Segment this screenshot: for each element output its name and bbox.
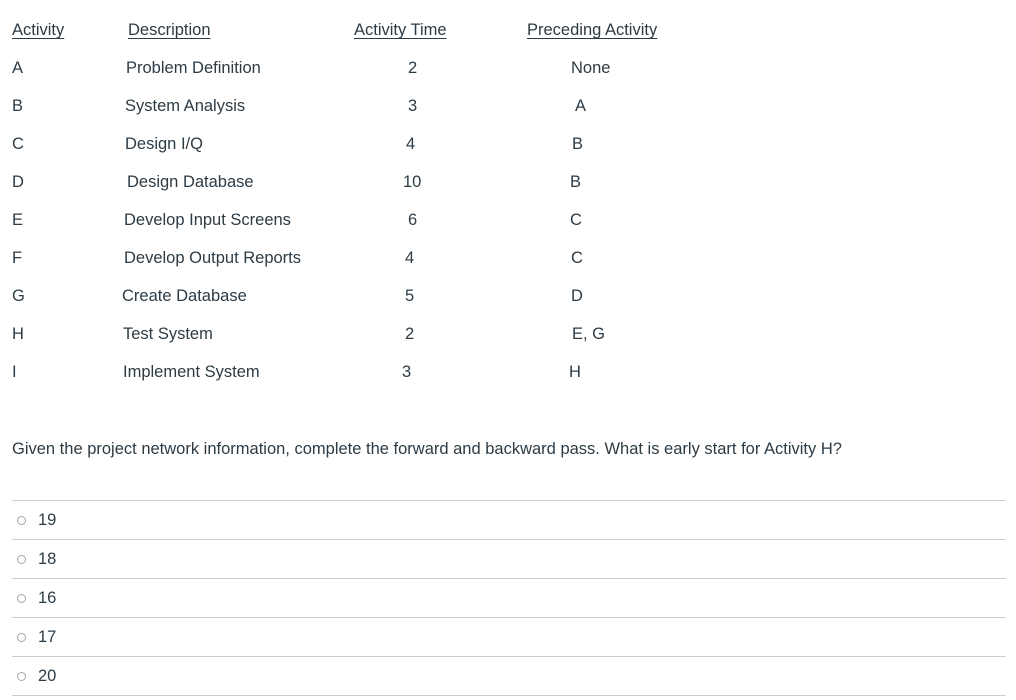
row-e-preceding: C: [570, 211, 582, 229]
question-text: Given the project network information, complete the forward and backward pass. What is early start for Activity H?: [12, 440, 842, 458]
radio-button-icon[interactable]: [17, 594, 26, 603]
answer-label: 20: [38, 666, 57, 685]
row-b-description: System Analysis: [125, 97, 246, 115]
answer-label: 16: [38, 588, 57, 607]
row-c-preceding: B: [572, 135, 584, 153]
row-b-time: 3: [408, 97, 418, 115]
row-g-activity: G: [12, 287, 25, 305]
row-b-activity: B: [12, 97, 24, 115]
row-g-preceding: D: [571, 287, 583, 305]
answer-option[interactable]: [12, 500, 1006, 539]
row-c-activity: C: [12, 135, 24, 153]
row-d-activity: D: [12, 173, 24, 191]
row-d-description: Design Database: [127, 173, 254, 191]
row-f-time: 4: [405, 249, 415, 267]
answer-label: 17: [38, 627, 57, 646]
row-i-time: 3: [402, 363, 412, 381]
header-activity: Activity: [12, 21, 65, 39]
answer-option[interactable]: [12, 539, 1006, 578]
radio-button-icon[interactable]: [17, 516, 26, 525]
row-h-description: Test System: [123, 325, 213, 343]
row-d-preceding: B: [570, 173, 582, 191]
row-f-preceding: C: [571, 249, 583, 267]
radio-button-icon[interactable]: [17, 633, 26, 642]
row-e-time: 6: [408, 211, 418, 229]
row-h-preceding: E, G: [572, 325, 606, 343]
row-f-description: Develop Output Reports: [124, 249, 302, 267]
row-i-description: Implement System: [123, 363, 260, 381]
radio-button-icon[interactable]: [17, 555, 26, 564]
answer-option[interactable]: [12, 617, 1006, 656]
row-d-time: 10: [403, 173, 422, 191]
answer-option[interactable]: [12, 656, 1006, 696]
row-b-preceding: A: [575, 97, 587, 115]
answer-list: [12, 500, 1006, 696]
row-i-activity: I: [12, 363, 17, 381]
row-g-time: 5: [405, 287, 415, 305]
row-a-time: 2: [408, 59, 418, 77]
row-i-preceding: H: [569, 363, 581, 381]
row-f-activity: F: [12, 249, 23, 267]
row-a-preceding: None: [571, 59, 611, 77]
row-e-description: Develop Input Screens: [124, 211, 291, 229]
radio-button-icon[interactable]: [17, 672, 26, 681]
header-preceding-activity: Preceding Activity: [527, 21, 658, 39]
row-a-description: Problem Definition: [126, 59, 261, 77]
row-a-activity: A: [12, 59, 24, 77]
row-h-time: 2: [405, 325, 415, 343]
row-e-activity: E: [12, 211, 24, 229]
row-c-time: 4: [406, 135, 416, 153]
header-description: Description: [128, 21, 211, 39]
answer-option[interactable]: [12, 578, 1006, 617]
row-c-description: Design I/Q: [125, 135, 203, 153]
answer-label: 19: [38, 510, 57, 529]
row-g-description: Create Database: [122, 287, 247, 305]
answer-label: 18: [38, 549, 57, 568]
header-activity-time: Activity Time: [354, 21, 447, 39]
row-h-activity: H: [12, 325, 24, 343]
